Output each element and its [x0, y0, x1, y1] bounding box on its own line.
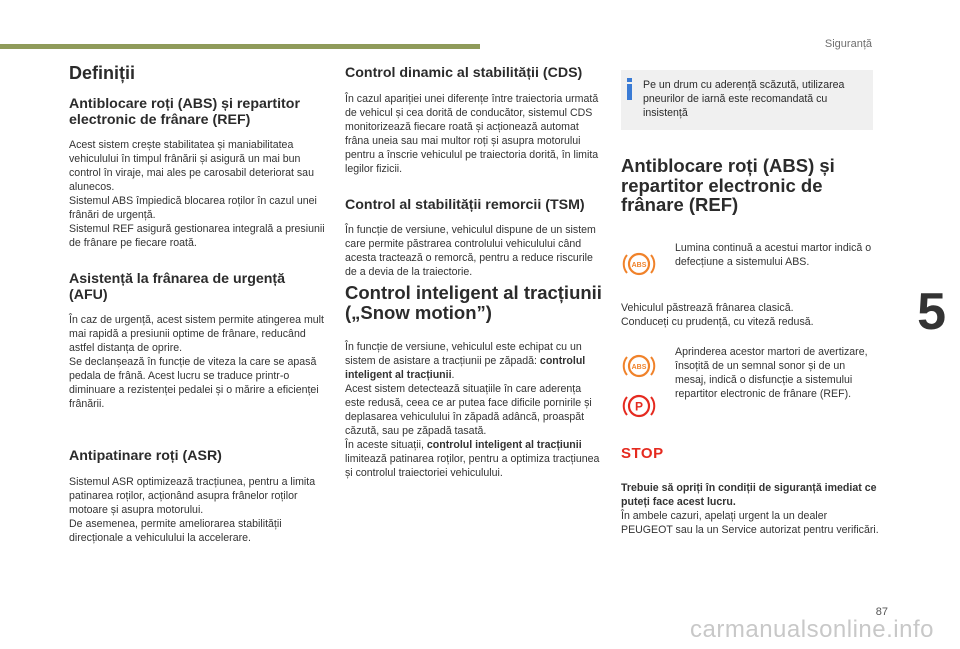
asr-heading: Antipatinare roți (ASR): [69, 448, 222, 464]
abs-fallback-text: Vehiculul păstrează frânarea clasică. Conduceți cu prudență, cu viteză redusă.: [621, 301, 814, 328]
column-1: [69, 62, 327, 563]
tsm-heading: Control al stabilității remorcii (TSM): [345, 196, 585, 213]
snow-heading: Control inteligent al tracțiunii („Snow motion”): [345, 282, 602, 323]
brake-warning-light-icon: [621, 391, 657, 421]
afu-body: În caz de urgență, acest sistem permite atingerea mult mai rapidă a presiunii optime de frânare, reducând astfel distanța de oprire. Se declanșează în funcție de viteza la care se apasă pedala de frână. Acest lucru se traduce printr-o diminuare a rezistenței pedalei și o mărire a eficienței frânării.: [69, 314, 324, 410]
page-number: 87: [875, 606, 888, 618]
abs-warning-light-icon: [621, 249, 657, 279]
afu-heading: Asistență la frânarea de urgență (AFU): [69, 271, 286, 303]
cds-body: În cazul apariției unei diferențe între traiectoria urmată de vehicul și cea dorită de conducător, sistemul CDS monitorizează fiecare roată și acționează automat frâna uneia sau mai multor roți și asupra motorului pentru a înscrie vehiculul pe traiectoria dorită, în limita legilor fizicii.: [345, 92, 599, 175]
column-2: [345, 66, 603, 498]
stop-label: STOP: [621, 444, 664, 462]
snow-body-3: [345, 438, 603, 480]
snow-bold: controlul inteligent al tracțiunii: [345, 355, 586, 381]
tsm-body: În funcție de versiune, vehiculul dispune de un sistem care permite păstrarea controlului vehiculului când acesta tractează o remorcă, pentru a reduce riscurile de a devia de la traiectorie.: [345, 224, 596, 278]
chapter-number: 5: [917, 283, 946, 341]
abs-warning-row: [621, 241, 879, 281]
abs-body: Acest sistem crește stabilitatea și maniabilitatea vehiculului în timpul frânării și asigură un mai bun control în viraje, mai ales pe carosabil deteriorat sau alunecos. Sistemul ABS împiedică blocarea roților în cazul unei frânări de urgență. Sistemul REF asigură gestionarea integrală a presiunii de frânare pe fiecare roată.: [69, 139, 325, 249]
snow-text: În aceste situații,: [345, 439, 427, 451]
abs-icon-label: ABS: [631, 363, 647, 371]
stop-warning-icon: [621, 445, 879, 475]
ref-warning-text: Aprinderea acestor martori de avertizare, însoțită de un semnal sonor și de un mesaj, indică o disfuncție a sistemului repartitor electronic de frânare (REF).: [675, 345, 868, 400]
snow-bold: controlul inteligent al tracțiunii: [426, 439, 582, 451]
final-bold: Trebuie să opriți în condiții de siguranță imediat ce puteți face acest lucru.: [621, 481, 877, 508]
snow-body-1: [345, 340, 603, 382]
abs-warning-text: Lumina continuă a acestui martor indică o defecțiune a sistemului ABS.: [675, 241, 872, 268]
header-accent-bar: [0, 44, 480, 49]
cds-heading: Control dinamic al stabilității (CDS): [345, 65, 583, 81]
final-instructions: [621, 481, 879, 537]
snow-text: În funcție de versiune, vehiculul este echipat cu un sistem de asistare a tracțiunii pe zăpadă:: [345, 341, 582, 367]
snow-text: .: [451, 369, 455, 381]
abs-warning-heading: Antiblocare roți (ABS) și repartitor electronic de frânare (REF): [621, 155, 835, 215]
column-3: [621, 70, 879, 555]
abs-warning-light-icon: [621, 351, 657, 381]
snow-text: limitează patinarea roților, pentru a optimiza tracțiunea și controlul traiectoriei vehiculului.: [345, 453, 600, 479]
info-icon: [624, 78, 636, 100]
chapter-tab: [908, 262, 960, 352]
watermark: carmanualsonline.info: [690, 616, 934, 643]
final-rest: În ambele cazuri, apelați urgent la un dealer PEUGEOT sau la un Service autorizat pentru verificări.: [621, 509, 879, 536]
section-title: Siguranță: [824, 38, 872, 50]
snow-body-2: Acest sistem detectează situațiile în care aderența este redusă, ceea ce ar putea face dificile pornirile și deplasarea vehiculului în zăpadă adâncă, proaspăt căzută, sau pe zăpadă tasată.: [345, 383, 592, 437]
tip-text: Pe un drum cu aderență scăzută, utilizarea pneurilor de iarnă este recomandată cu insistență: [643, 79, 845, 119]
page-title: Definiții: [69, 63, 135, 83]
abs-icon-label: ABS: [631, 261, 647, 269]
abs-heading: Antiblocare roți (ABS) și repartitor electronic de frânare (REF): [69, 96, 300, 128]
tip-box: [621, 70, 873, 130]
ref-warning-row: [621, 345, 879, 431]
p-icon-label: P: [634, 399, 644, 413]
asr-body: Sistemul ASR optimizează tracțiunea, pentru a limita patinarea roților, acționând asupra frânelor roților motoare și asupra motorului. De asemenea, permite ameliorarea stabilității direcționale a vehiculului la accelerare.: [69, 475, 316, 544]
